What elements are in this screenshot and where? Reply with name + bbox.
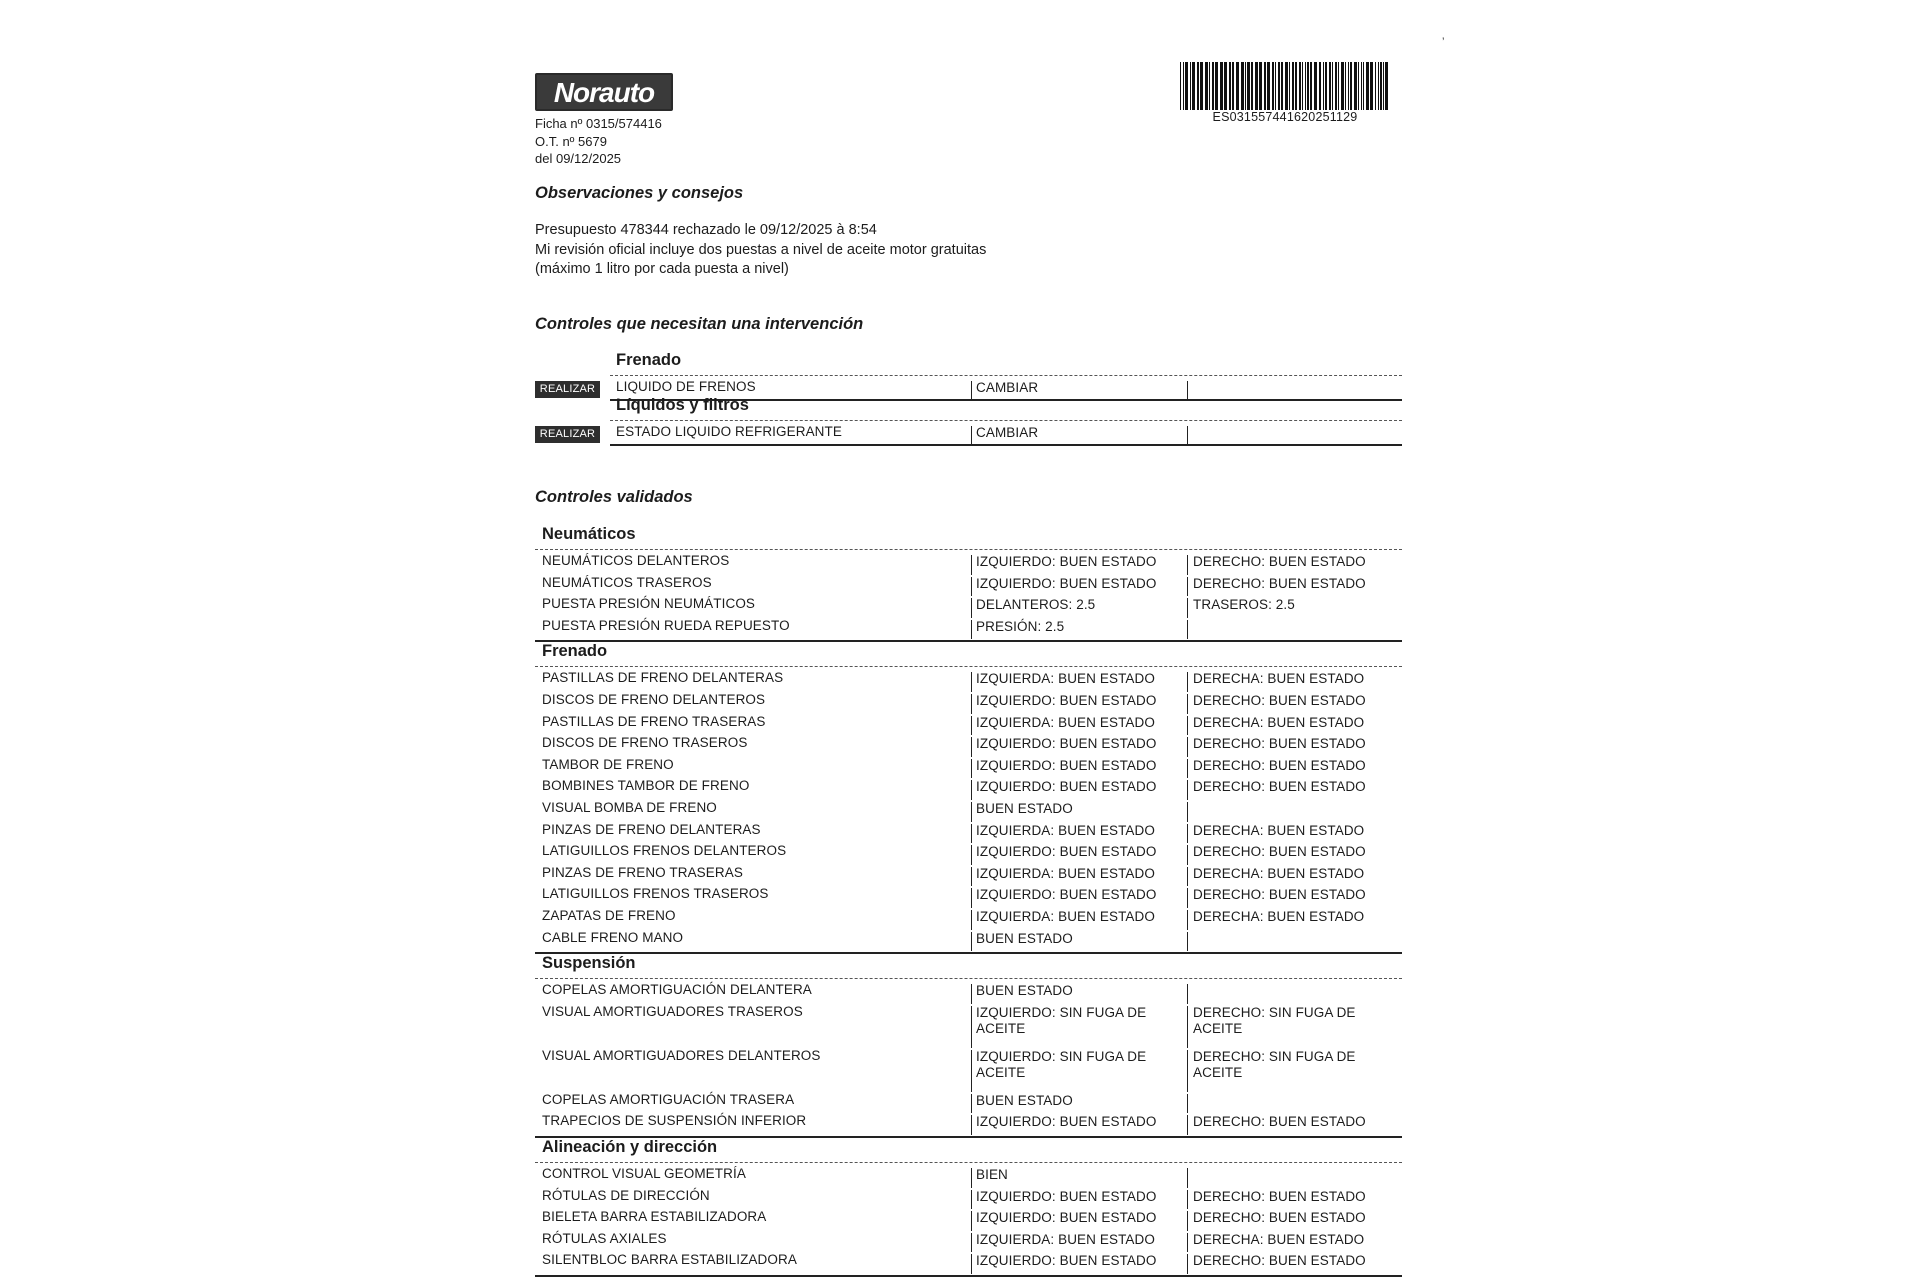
column-divider (1187, 426, 1188, 445)
barcode-bar (1380, 62, 1382, 110)
control-value-right: DERECHA: BUEN ESTADO (1193, 909, 1365, 924)
control-label: LATIGUILLOS FRENOS DELANTEROS (542, 843, 787, 859)
barcode-bar (1350, 62, 1352, 110)
column-divider (971, 381, 972, 400)
column-divider (1187, 1006, 1188, 1048)
control-value-right: DERECHO: SIN FUGA DE ACEITE (1193, 1048, 1356, 1080)
control-value-left: IZQUIERDO: BUEN ESTADO (976, 554, 1157, 569)
column-divider (971, 802, 972, 822)
ficha-number: Ficha nº 0315/574416 (535, 116, 662, 131)
control-label: LIQUIDO DE FRENOS (616, 379, 756, 394)
column-divider (1187, 1233, 1188, 1253)
barcode-bar (1348, 62, 1349, 110)
group-title: Frenado (616, 351, 682, 369)
observacion-line: (máximo 1 litro por cada puesta a nivel) (535, 261, 789, 277)
barcode-bar (1192, 62, 1195, 110)
barcode-bar (1341, 62, 1344, 110)
barcode-bar (1281, 62, 1283, 110)
barcode-bar (1236, 62, 1239, 110)
control-label: PINZAS DE FRENO TRASERAS (542, 864, 743, 880)
control-value-left: IZQUIERDA: BUEN ESTADO (976, 1231, 1155, 1247)
barcode-bar (1335, 62, 1337, 110)
control-value-left: BIEN (976, 1167, 1008, 1182)
ot-number: O.T. nº 5679 (535, 133, 607, 149)
barcode-bar (1323, 62, 1324, 110)
column-divider (1187, 780, 1188, 800)
column-divider (971, 1115, 972, 1135)
barcode-bar (1325, 62, 1327, 110)
barcode-bar (1209, 62, 1210, 110)
control-label: COPELAS AMORTIGUACIÓN DELANTERA (542, 982, 812, 998)
column-divider (971, 716, 972, 736)
control-value-left: IZQUIERDO: BUEN ESTADO (976, 693, 1157, 708)
column-divider (1187, 381, 1188, 400)
barcode-bar (1366, 62, 1369, 110)
control-value-left: IZQUIERDO: BUEN ESTADO (976, 575, 1157, 591)
group-rule (610, 375, 1402, 376)
barcode-icon (1180, 62, 1390, 110)
control-value-right: DERECHO: BUEN ESTADO (1193, 1210, 1366, 1226)
control-value-left: IZQUIERDO: BUEN ESTADO (976, 1188, 1157, 1204)
control-value-left: IZQUIERDA: BUEN ESTADO (976, 909, 1155, 924)
column-divider (971, 620, 972, 640)
control-label: DISCOS DE FRENO TRASEROS (542, 735, 748, 751)
column-divider (1187, 1190, 1188, 1210)
barcode-bar (1275, 62, 1276, 110)
barcode-bar (1361, 62, 1362, 110)
control-value-right: DERECHA: BUEN ESTADO (1193, 1231, 1365, 1247)
group-title: Líquidos y filtros (616, 396, 749, 414)
control-label: DISCOS DE FRENO DELANTEROS (542, 692, 766, 707)
control-label: PUESTA PRESIÓN RUEDA REPUESTO (542, 617, 790, 633)
column-divider (971, 910, 972, 930)
control-label: PINZAS DE FRENO DELANTERAS (542, 821, 761, 837)
control-label: BOMBINES TAMBOR DE FRENO (542, 778, 750, 794)
barcode-bar (1332, 62, 1333, 110)
barcode-bar (1295, 62, 1297, 110)
column-divider (1187, 759, 1188, 779)
control-value-right: DERECHO: SIN FUGA DE ACEITE (1193, 1004, 1356, 1036)
barcode-bar (1180, 62, 1181, 110)
logo-text: Norauto (553, 77, 655, 108)
control-label: RÓTULAS AXIALES (542, 1230, 667, 1246)
control-label: LATIGUILLOS FRENOS TRASEROS (542, 886, 769, 902)
control-label: TAMBOR DE FRENO (542, 756, 674, 772)
group-title: Alineación y dirección (542, 1138, 718, 1156)
barcode-bar (1197, 62, 1199, 110)
column-divider (1187, 577, 1188, 597)
barcode-bar (1264, 62, 1266, 110)
column-divider (971, 932, 972, 952)
validados-title: Controles validados (535, 488, 693, 506)
control-label: ZAPATAS DE FRENO (542, 908, 676, 923)
control-value-left: BUEN ESTADO (976, 1092, 1073, 1108)
barcode-bar (1314, 62, 1317, 110)
column-divider (1187, 1094, 1188, 1114)
control-value-right: DERECHO: BUEN ESTADO (1193, 575, 1366, 591)
control-label: CONTROL VISUAL GEOMETRÍA (542, 1166, 746, 1181)
control-label: BIELETA BARRA ESTABILIZADORA (542, 1209, 767, 1225)
barcode-bar (1375, 62, 1376, 110)
column-divider (1187, 888, 1188, 908)
control-value-left: PRESIÓN: 2.5 (976, 618, 1065, 634)
control-value-left: IZQUIERDA: BUEN ESTADO (976, 671, 1155, 687)
group-rule (535, 1162, 1402, 1163)
column-divider (971, 824, 972, 844)
column-divider (971, 780, 972, 800)
barcode-bar (1200, 62, 1203, 110)
control-value-left: IZQUIERDO: BUEN ESTADO (976, 844, 1157, 860)
column-divider (971, 1006, 972, 1048)
column-divider (1187, 737, 1188, 757)
control-value-right: TRASEROS: 2.5 (1193, 597, 1295, 613)
control-value-left: CAMBIAR (976, 425, 1039, 440)
column-divider (971, 984, 972, 1004)
stray-mark: ’ (1442, 36, 1445, 48)
control-value-left: IZQUIERDO: BUEN ESTADO (976, 1114, 1157, 1130)
realizar-badge: REALIZAR (535, 426, 600, 443)
realizar-badge: REALIZAR (535, 381, 600, 398)
control-label: RÓTULAS DE DIRECCIÓN (542, 1187, 710, 1203)
norauto-logo (535, 73, 673, 111)
group-rule (535, 978, 1402, 979)
control-label: VISUAL AMORTIGUADORES DELANTEROS (542, 1047, 821, 1063)
column-divider (971, 1254, 972, 1274)
barcode-bar (1299, 62, 1301, 110)
control-value-right: DERECHA: BUEN ESTADO (1193, 671, 1365, 687)
control-value-left: IZQUIERDO: BUEN ESTADO (976, 736, 1157, 752)
control-value-left: IZQUIERDO: BUEN ESTADO (976, 1253, 1157, 1269)
control-value-right: DERECHO: BUEN ESTADO (1193, 844, 1366, 860)
column-divider (1187, 984, 1188, 1004)
barcode-bar (1338, 62, 1339, 110)
barcode-bar (1215, 62, 1218, 110)
column-divider (1187, 802, 1188, 822)
column-divider (971, 1211, 972, 1231)
barcode-bar (1302, 62, 1303, 110)
column-divider (1187, 598, 1188, 618)
control-label: PUESTA PRESIÓN NEUMÁTICOS (542, 596, 756, 612)
control-value-left: IZQUIERDA: BUEN ESTADO (976, 714, 1155, 730)
barcode-bar (1183, 62, 1184, 110)
control-value-right: DERECHO: BUEN ESTADO (1193, 1253, 1366, 1269)
barcode-bar (1310, 62, 1312, 110)
barcode-bar (1255, 62, 1258, 110)
column-divider (971, 598, 972, 618)
control-label: PASTILLAS DE FRENO TRASERAS (542, 713, 766, 729)
document-meta (535, 115, 662, 168)
column-divider (971, 1094, 972, 1114)
barcode-bar (1185, 62, 1188, 110)
column-divider (971, 672, 972, 692)
column-divider (971, 694, 972, 714)
barcode-bar (1241, 62, 1244, 110)
control-label: ESTADO LIQUIDO REFRIGERANTE (616, 424, 842, 439)
control-label: NEUMÁTICOS DELANTEROS (542, 553, 730, 568)
control-label: PASTILLAS DE FRENO DELANTERAS (542, 670, 784, 686)
control-label: NEUMÁTICOS TRASEROS (542, 574, 712, 590)
barcode-bar (1190, 62, 1191, 110)
control-value-left: IZQUIERDA: BUEN ESTADO (976, 865, 1155, 881)
column-divider (971, 577, 972, 597)
control-value-right: DERECHO: BUEN ESTADO (1193, 887, 1366, 903)
barcode-bar (1385, 62, 1388, 110)
column-divider (1187, 867, 1188, 887)
column-divider (1187, 1115, 1188, 1135)
control-value-left: CAMBIAR (976, 380, 1039, 395)
barcode-bar (1232, 62, 1234, 110)
intervencion-title: Controles que necesitan una intervención (535, 315, 864, 333)
column-divider (1187, 1254, 1188, 1274)
barcode-bar (1259, 62, 1262, 110)
column-divider (1187, 824, 1188, 844)
barcode-bar (1212, 62, 1214, 110)
column-divider (971, 845, 972, 865)
barcode-bar (1370, 62, 1373, 110)
control-value-right: DERECHO: BUEN ESTADO (1193, 693, 1366, 708)
barcode-bar (1251, 62, 1253, 110)
control-value-right: DERECHO: BUEN ESTADO (1193, 757, 1366, 773)
control-value-right: DERECHO: BUEN ESTADO (1193, 736, 1366, 752)
group-end-rule (535, 640, 1402, 642)
column-divider (971, 737, 972, 757)
column-divider (1187, 672, 1188, 692)
group-end-rule (535, 952, 1402, 954)
barcode-bar (1319, 62, 1321, 110)
barcode-bar (1383, 62, 1384, 110)
control-value-left: IZQUIERDO: BUEN ESTADO (976, 887, 1157, 903)
control-label: VISUAL AMORTIGUADORES TRASEROS (542, 1003, 803, 1019)
column-divider (971, 426, 972, 445)
group-title: Neumáticos (542, 525, 636, 543)
column-divider (971, 1190, 972, 1210)
observaciones-text (535, 221, 986, 280)
column-divider (971, 1168, 972, 1188)
control-value-left: IZQUIERDO: BUEN ESTADO (976, 1210, 1157, 1226)
control-label: CABLE FRENO MANO (542, 929, 684, 945)
column-divider (971, 888, 972, 908)
barcode-bar (1229, 62, 1231, 110)
group-title: Suspensión (542, 954, 636, 973)
control-value-left: BUEN ESTADO (976, 930, 1073, 946)
column-divider (971, 867, 972, 887)
control-value-left: IZQUIERDA: BUEN ESTADO (976, 822, 1155, 838)
control-value-left: IZQUIERDO: BUEN ESTADO (976, 779, 1157, 795)
barcode-bar (1247, 62, 1250, 110)
barcode-number: ES031557441620251129 (1212, 110, 1358, 124)
barcode-bar (1307, 62, 1309, 110)
control-value-left: IZQUIERDO: SIN FUGA DE ACEITE (976, 1004, 1147, 1036)
control-value-right: DERECHA: BUEN ESTADO (1193, 714, 1365, 730)
column-divider (1187, 1211, 1188, 1231)
control-value-right: DERECHA: BUEN ESTADO (1193, 822, 1365, 838)
column-divider (971, 759, 972, 779)
barcode-bar (1278, 62, 1280, 110)
barcode-bar (1285, 62, 1288, 110)
control-label: COPELAS AMORTIGUACIÓN TRASERA (542, 1091, 795, 1107)
column-divider (1187, 620, 1188, 640)
group-rule (535, 666, 1402, 667)
observacion-line: Presupuesto 478344 rechazado le 09/12/2025 à 8:54 (535, 222, 877, 238)
column-divider (1187, 1168, 1188, 1188)
column-divider (971, 1233, 972, 1253)
barcode-bar (1205, 62, 1208, 110)
barcode-bar (1272, 62, 1274, 110)
control-value-right: DERECHA: BUEN ESTADO (1193, 865, 1365, 881)
barcode-bar (1245, 62, 1246, 110)
control-value-left: BUEN ESTADO (976, 983, 1073, 999)
column-divider (1187, 555, 1188, 575)
column-divider (971, 555, 972, 575)
barcode-bar (1289, 62, 1290, 110)
barcode-bar (1292, 62, 1294, 110)
barcode-bar (1224, 62, 1227, 110)
column-divider (1187, 910, 1188, 930)
barcode-bar (1358, 62, 1359, 110)
barcode-bar (1354, 62, 1357, 110)
control-value-left: IZQUIERDO: SIN FUGA DE ACEITE (976, 1048, 1147, 1080)
observacion-line: Mi revisión oficial incluye dos puestas a nivel de aceite motor gratuitas (535, 241, 987, 258)
control-value-left: IZQUIERDO: BUEN ESTADO (976, 757, 1157, 773)
control-value-left: DELANTEROS: 2.5 (976, 597, 1096, 613)
column-divider (1187, 845, 1188, 865)
barcode-bar (1378, 62, 1379, 110)
group-rule (610, 420, 1402, 421)
column-divider (1187, 716, 1188, 736)
control-label: VISUAL BOMBA DE FRENO (542, 800, 717, 815)
control-value-right: DERECHO: BUEN ESTADO (1193, 554, 1366, 569)
column-divider (1187, 694, 1188, 714)
control-label: TRAPECIOS DE SUSPENSIÓN INFERIOR (542, 1113, 807, 1129)
barcode-bar (1267, 62, 1270, 110)
barcode-bar (1220, 62, 1223, 110)
barcode-bar (1363, 62, 1364, 110)
document-date: del 09/12/2025 (535, 151, 622, 166)
column-divider (971, 1050, 972, 1092)
barcode-bar (1345, 62, 1346, 110)
row-rule (610, 444, 1402, 446)
group-title: Frenado (542, 642, 608, 661)
column-divider (1187, 932, 1188, 952)
barcode-bar (1329, 62, 1331, 110)
control-value-right: DERECHO: BUEN ESTADO (1193, 779, 1366, 795)
control-value-left: BUEN ESTADO (976, 801, 1073, 816)
barcode-bar (1305, 62, 1306, 110)
group-rule (535, 549, 1402, 550)
column-divider (1187, 1050, 1188, 1092)
control-value-right: DERECHO: BUEN ESTADO (1193, 1188, 1366, 1204)
observaciones-title: Observaciones y consejos (535, 184, 744, 202)
control-value-right: DERECHO: BUEN ESTADO (1193, 1114, 1366, 1130)
control-label: SILENTBLOC BARRA ESTABILIZADORA (542, 1252, 797, 1268)
